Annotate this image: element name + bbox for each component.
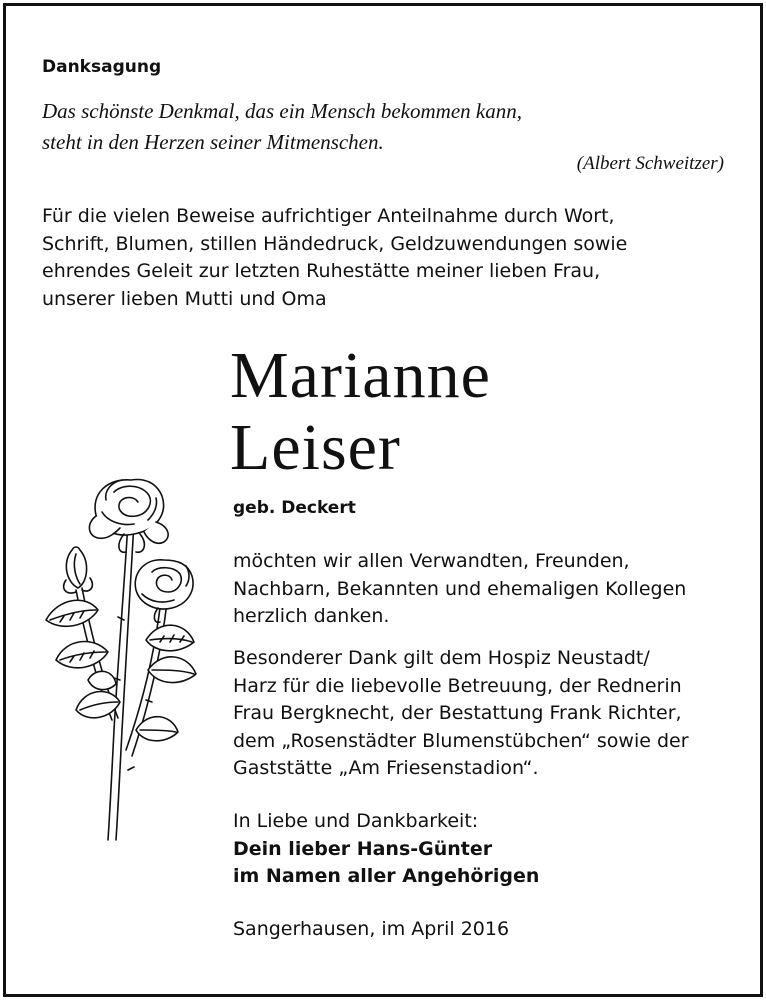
special-line: Gaststätte „Am Friesenstadion“. <box>233 757 539 779</box>
quote <box>42 96 722 158</box>
intro-line: Schrift, Blumen, stillen Händedruck, Geldzuwendungen sowie <box>42 232 628 255</box>
place-date: Sangerhausen, im April 2016 <box>233 918 510 940</box>
thanks-line: Nachbarn, Bekannten und ehemaligen Kollegen <box>233 577 687 600</box>
deceased-name <box>230 340 491 484</box>
thanks-text <box>233 548 733 631</box>
quote-author: (Albert Schweitzer) <box>576 153 724 174</box>
maiden-name: geb. Deckert <box>233 498 356 518</box>
special-line: Frau Bergknecht, der Bestattung Frank Richter, <box>233 702 682 724</box>
special-thanks-text <box>233 645 733 783</box>
last-name: Leiser <box>230 411 401 484</box>
quote-line: Das schönste Denkmal, das ein Mensch bekommen kann, <box>42 99 522 123</box>
quote-line: steht in den Herzen seiner Mitmenschen. <box>42 130 384 154</box>
signer-name: Dein lieber Hans-Günter <box>233 837 493 860</box>
special-line: Besonderer Dank gilt dem Hospiz Neustadt/ <box>233 647 650 669</box>
intro-line: Für die vielen Beweise aufrichtiger Anteilnahme durch Wort, <box>42 205 615 227</box>
rose-icon <box>36 470 206 845</box>
intro-line: ehrendes Geleit zur letzten Ruhestätte meiner lieben Frau, <box>42 260 601 282</box>
on-behalf: im Namen aller Angehörigen <box>233 865 540 887</box>
first-name: Marianne <box>230 339 491 412</box>
thanks-line: möchten wir allen Verwandten, Freunden, <box>233 550 630 572</box>
thanks-line: herzlich danken. <box>233 605 390 627</box>
special-line: Harz für die liebevolle Betreuung, der Rednerin <box>233 674 682 697</box>
special-line: dem „Rosenstädter Blumenstübchen“ sowie der <box>233 729 689 752</box>
intro-text <box>42 203 722 313</box>
heading: Danksagung <box>42 57 162 77</box>
intro-line: unserer lieben Mutti und Oma <box>42 287 327 310</box>
closing-intro: In Liebe und Dankbarkeit: <box>233 810 479 832</box>
closing-block <box>233 808 733 891</box>
